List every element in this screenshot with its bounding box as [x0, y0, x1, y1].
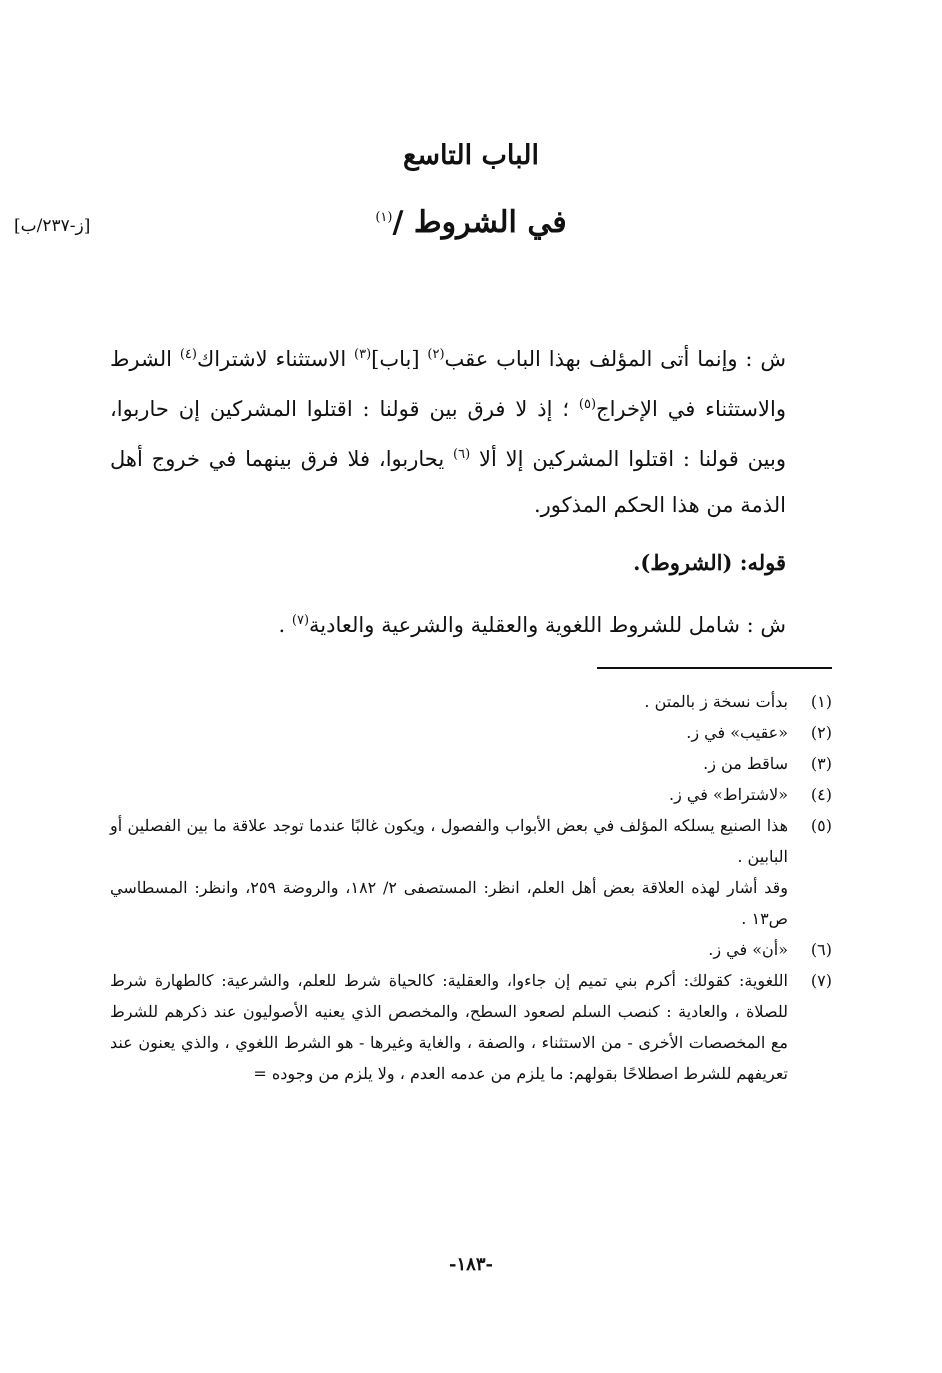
- footnote-text: [110, 965, 788, 1089]
- text-run: الاستثناء لاشتراك: [196, 347, 354, 371]
- footnote-ref-5: (٥): [578, 397, 597, 412]
- chapter-title: الباب التاسع: [402, 140, 539, 171]
- main-text: [110, 332, 832, 648]
- footnote-text: [110, 748, 788, 779]
- footnote-line: «لاشتراط» في ز.: [669, 785, 788, 804]
- page-number: -١٨٣-: [449, 1254, 493, 1275]
- text-run: يحاربوا، فلا فرق بينهما في خروج أهل الذمة من هذا الحكم المذكور.: [110, 447, 786, 517]
- footnote-line: «أن» في ز.: [708, 940, 788, 959]
- footnote-ref-6: (٦): [453, 447, 471, 462]
- footnote-7: [110, 965, 832, 1089]
- footnote-text: [110, 810, 788, 934]
- footnote-1: [110, 686, 832, 717]
- footnote-6: [110, 934, 832, 965]
- footnote-number: (٣): [810, 754, 832, 773]
- text-run: الشرط والاستثناء في الإخراج: [110, 347, 786, 421]
- text-run: ش : وإنما أتى المؤلف بهذا الباب عقب: [444, 347, 786, 371]
- manuscript-reference: [ز-٢٣٧/ب]: [14, 216, 91, 236]
- footnote-number: (٧): [810, 971, 832, 990]
- footnote-number: (٥): [810, 816, 832, 835]
- footnote-number: (٦): [810, 940, 832, 959]
- footnote-text: [110, 779, 788, 810]
- footnote-text: [110, 686, 788, 717]
- footnote-2: [110, 717, 832, 748]
- footnote-line: اللغوية: كقولك: أكرم بني تميم إن جاءوا، والعقلية: كالحياة شرط للعلم، والشرعية: كالطهارة شرط للصلاة ، والعادية : كنصب السلم لصعود السطح، والمخصص الذي يعنيه الأصوليون عند ذكرهم للشرط مع المخصصات الأخرى - من الاستثناء ، والصفة ، والغاية وغيرها - هو الشرط اللغوي ، والذي يعنون عند تعريفهم للشرط اصطلاحًا بقولهم: ما يلزم من عدمه العدم ، ولا يلزم من وجوده =: [110, 971, 789, 1083]
- text-run: ش : شامل للشروط اللغوية والعقلية والشرعية والعادية: [309, 613, 786, 637]
- footnote-ref-2: (٢): [427, 347, 445, 362]
- section-title: [0, 205, 942, 240]
- section-footnote-ref: (١): [375, 210, 393, 225]
- footnote-5: [110, 810, 832, 934]
- footnote-line: ساقط من ز.: [703, 754, 788, 773]
- footnote-ref-4: (٤): [179, 347, 197, 362]
- section-title-text: في الشروط /: [392, 205, 567, 240]
- footnote-number: (٢): [810, 723, 832, 742]
- footnote-number: (٤): [810, 785, 832, 804]
- spacer: [110, 528, 832, 540]
- paragraph-2: [110, 598, 832, 648]
- footnote-number: (١): [810, 692, 832, 711]
- footnote-line: بدأت نسخة ز بالمتن .: [644, 692, 788, 711]
- footnote-text: [110, 934, 788, 965]
- footnote-text: [110, 717, 788, 748]
- qawluh-heading: قوله: (الشروط).: [633, 550, 786, 575]
- spacer: [110, 586, 832, 598]
- text-run: [باب]: [371, 347, 428, 371]
- footnote-line: هذا الصنيع يسلكه المؤلف في بعض الأبواب والفصول ، ويكون غالبًا عندما توجد علاقة ما بين الفصلين أو البابين .: [110, 816, 789, 866]
- footnote-separator: [597, 667, 832, 669]
- footnote-3: [110, 748, 832, 779]
- text-run: ؛ إذ لا فرق بين قولنا : اقتلوا المشركين إن حاربوا، وبين قولنا : اقتلوا المشركين إلا ألا: [110, 397, 786, 471]
- footnotes: [110, 686, 832, 1089]
- paragraph-1: [110, 332, 832, 528]
- footnote-ref-3: (٣): [354, 347, 372, 362]
- footnote-4: [110, 779, 832, 810]
- text-run: .: [278, 613, 292, 637]
- footnote-line: «عقيب» في ز.: [686, 723, 788, 742]
- footnote-line: وقد أشار لهذه العلاقة بعض أهل العلم، انظر: المستصفى ٢/ ١٨٢، والروضة ٢٥٩، وانظر: المسطاسي ص١٣ .: [110, 878, 789, 928]
- footnote-ref-7: (٧): [291, 613, 310, 628]
